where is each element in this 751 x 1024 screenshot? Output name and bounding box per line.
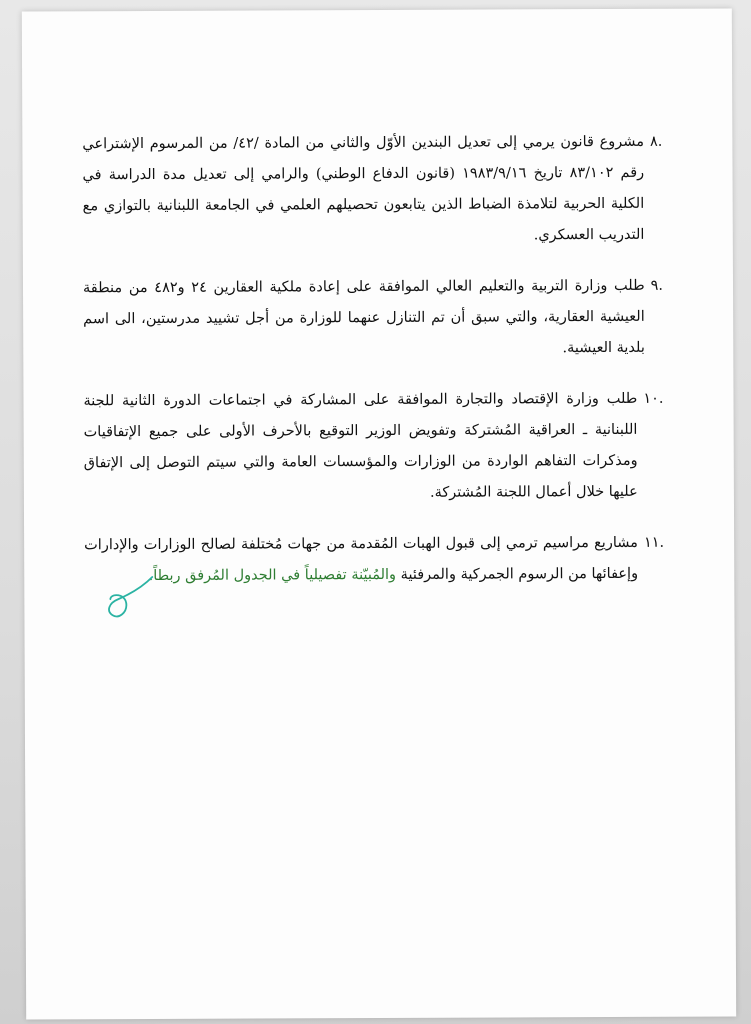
document-page xyxy=(22,8,736,1019)
item-text: مشاريع مراسيم ترمي إلى قبول الهبات المُقدمة من جهات مُختلفة لصالح الوزارات والإدارات وإعفائها من الرسوم الجمركية والمرفئية xyxy=(84,534,639,583)
agenda-item-9 xyxy=(83,271,663,367)
agenda-item-10 xyxy=(83,384,664,511)
item-text-container xyxy=(84,528,638,592)
item-text: طلب وزارة الإقتصاد والتجارة الموافقة على المشاركة في اجتماعات الدورة الثانية للجنة اللبنانية ـ العراقية المُشتركة وتفويض الوزير التوقيع بالأحرف الأولى على جميع الإتفاقيات ومذكرات التفاهم الواردة من الوزارات والمؤسسات العامة والتي سيتم التوصل إلى الإتفاق عليها خلال أعمال اللجنة المُشتركة. xyxy=(83,390,638,501)
item-number: .١٠ xyxy=(643,390,664,407)
agenda-item-11 xyxy=(84,528,664,593)
item-number: .٨ xyxy=(649,133,663,150)
signature-mark xyxy=(104,573,156,619)
item-text: طلب وزارة التربية والتعليم العالي الموافقة على إعادة ملكية العقارين ٢٤ و٤٨٢ من منطقة العيشية العقارية، والتي سبق أن تم التنازل عنهما للوزارة من أجل تشييد مدرستين، الى اسم بلدية العيشية. xyxy=(82,277,645,357)
item-text: مشروع قانون يرمي إلى تعديل البندين الأوّل والثاني من المادة /٤٢/ من المرسوم الإشتراعي رقم ٨٣/١٠٢ تاريخ ١٩٨٣/٩/١٦ (قانون الدفاع الوطني) والرامي إلى تعديل مدة الدراسة في الكلية الحربية لتلامذة الضباط الذين يتابعون تحصيلهم العلمي في الجامعة اللبنانية بالتوازي مع التدريب العسكري. xyxy=(82,133,645,244)
agenda-item-8 xyxy=(82,127,663,254)
document-body xyxy=(82,127,664,613)
item-number: .١١ xyxy=(643,534,665,551)
item-number: .٩ xyxy=(650,277,664,294)
highlighted-text: والمُبيّنة تفصيلياً في الجدول المُرفق ربطاً. xyxy=(148,566,397,585)
